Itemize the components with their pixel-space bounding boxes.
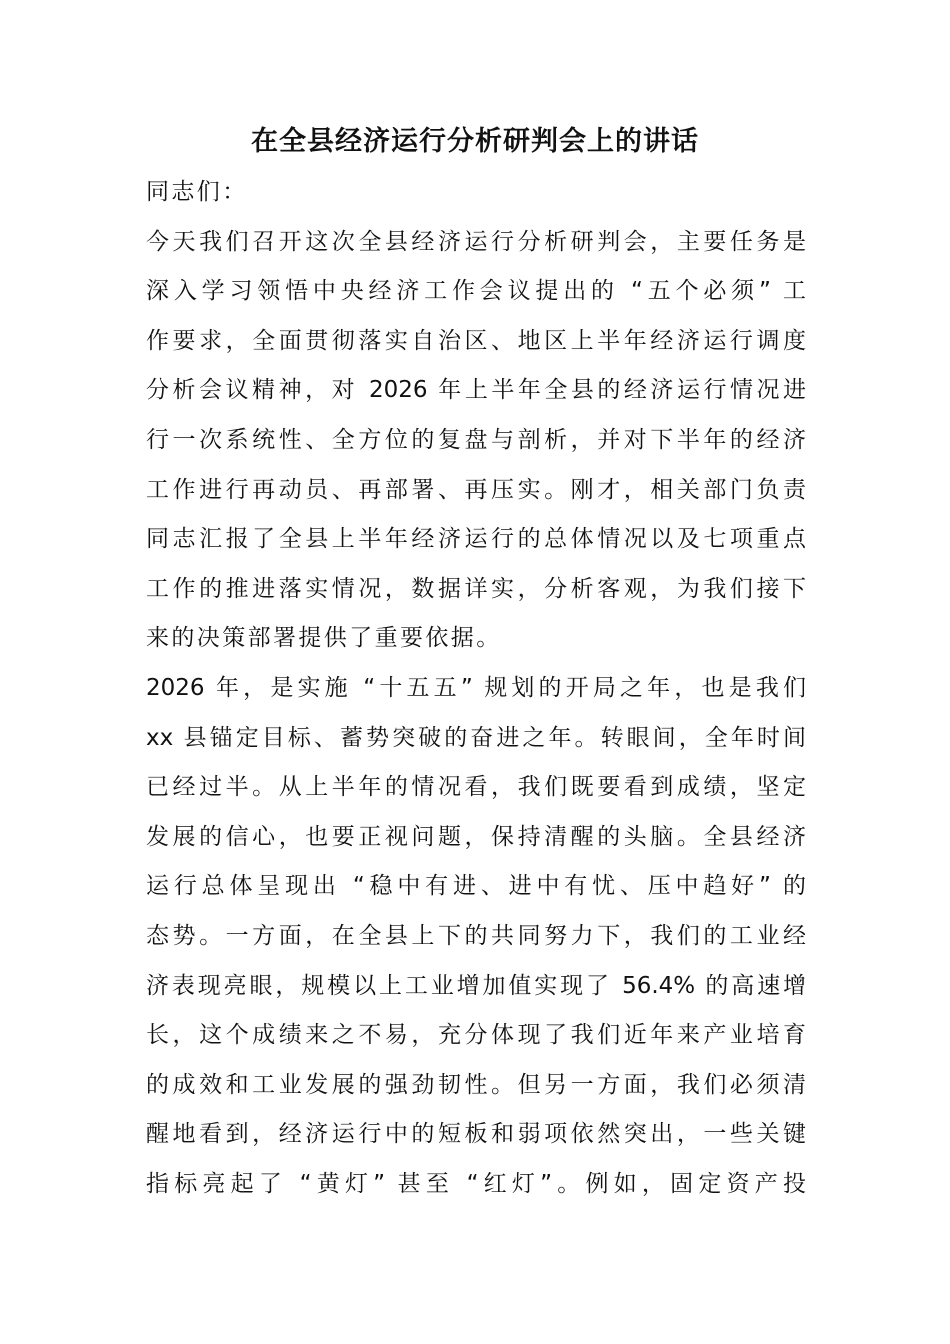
text-line: 态势。一方面，在全县上下的共同努力下，我们的工业经 (146, 922, 806, 949)
text-line: 工作进行再动员、再部署、再压实。刚才，相关部门负责 (146, 476, 806, 503)
text-line: 指标亮起了 “黄灯” 甚至 “红灯”。例如，固定资产投 (146, 1170, 806, 1197)
text-line: 发展的信心，也要正视问题，保持清醒的头脑。全县经济 (146, 823, 806, 850)
text-line: xx 县锚定目标、蓄势突破的奋进之年。转眼间，全年时间 (146, 724, 806, 751)
text-line: 分析会议精神，对 2026 年上半年全县的经济运行情况进 (146, 377, 806, 404)
text-line: 今天我们召开这次全县经济运行分析研判会，主要任务是 (146, 228, 806, 255)
text-line: 行一次系统性、全方位的复盘与剖析，并对下半年的经济 (146, 426, 806, 453)
text-line: 同志汇报了全县上半年经济运行的总体情况以及七项重点 (146, 526, 806, 553)
text-line: 同志们： (146, 179, 248, 205)
document-title: 在全县经济运行分析研判会上的讲话 (251, 126, 699, 157)
text-line: 2026 年，是实施 “十五五” 规划的开局之年，也是我们 (146, 674, 806, 701)
text-line: 醒地看到，经济运行中的短板和弱项依然突出，一些关键 (146, 1121, 806, 1148)
text-line: 已经过半。从上半年的情况看，我们既要看到成绩，坚定 (146, 774, 806, 801)
text-line: 工作的推进落实情况，数据详实，分析客观，为我们接下 (146, 575, 806, 602)
text-line: 深入学习领悟中央经济工作会议提出的 “五个必须” 工 (146, 278, 806, 305)
text-line: 长，这个成绩来之不易，充分体现了我们近年来产业培育 (146, 1022, 806, 1049)
text-line: 来的决策部署提供了重要依据。 (146, 625, 502, 652)
text-line: 的成效和工业发展的强劲韧性。但另一方面，我们必须清 (146, 1071, 806, 1098)
document-body (146, 168, 806, 1209)
text-line: 运行总体呈现出 “稳中有进、进中有忧、压中趋好” 的 (146, 873, 806, 900)
text-line: 作要求，全面贯彻落实自治区、地区上半年经济运行调度 (146, 327, 806, 354)
text-line: 济表现亮眼，规模以上工业增加值实现了 56.4% 的高速增 (146, 972, 806, 999)
